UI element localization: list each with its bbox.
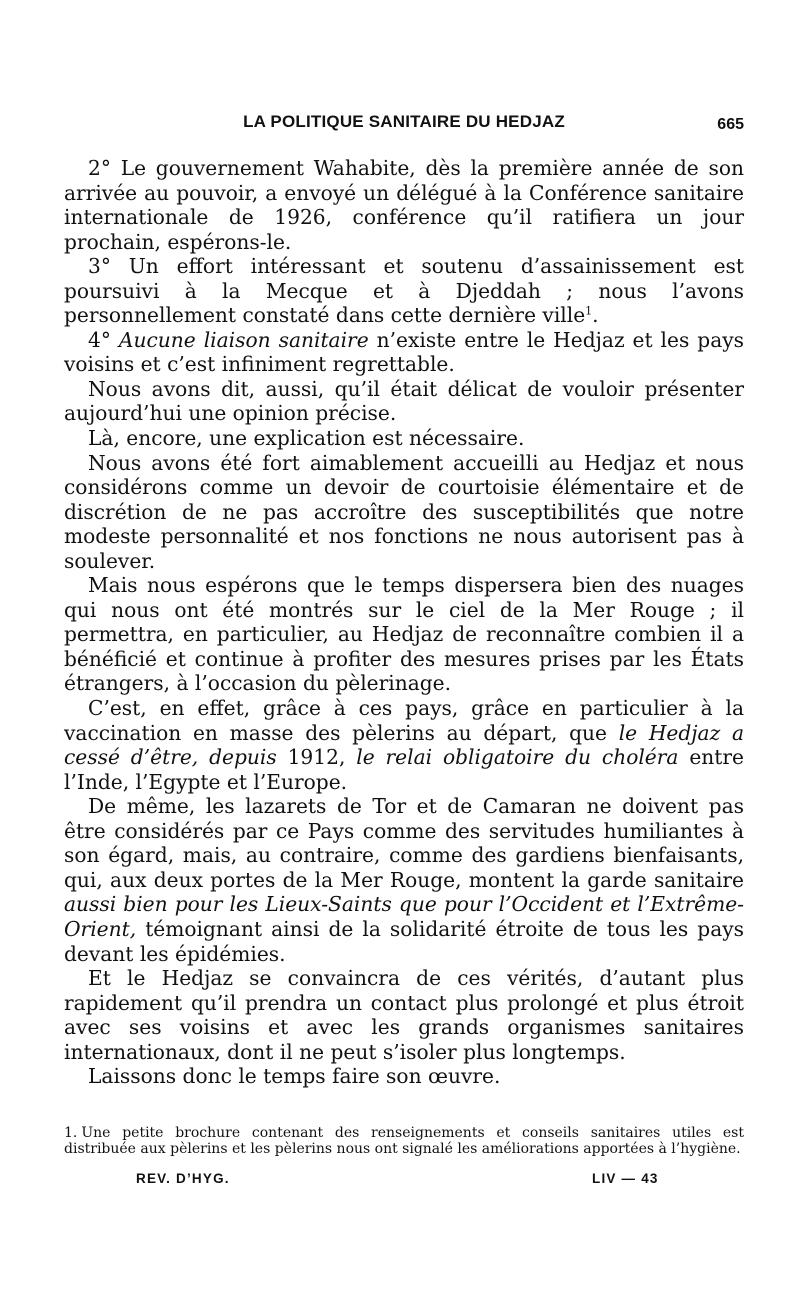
paragraph [64,1064,744,1089]
paragraph-text: Nous avons été fort aimablement accueilli au Hedjaz et nous considérons comme un devoir de courtoisie élémentaire et de discrétion de ne pas accroître des susceptibilités que notre modeste personnalité et nos fonctions ne nous autorisent pas à soulever. [64,450,744,573]
paragraph [64,451,744,574]
book-page [64,108,744,1195]
running-head [64,108,744,142]
paragraph-text: 2° Le gouvernement Wahabite, dès la première année de son arrivée au pouvoir, a envoyé un délégué à la Conférence sanitaire internationale de 1926, conférence qu’il ratifiera un jour prochain, espérons-le. [64,156,744,254]
paragraph [64,156,744,254]
paragraph-text: n’existe entre le Hedjaz et les pays voisins et c’est infiniment regrettable. [64,327,745,377]
paragraph-text: C’est, en effet, grâce à ces pays, grâce en particulier à la vaccination en masse des pèlerins au départ, que [64,696,744,745]
paragraph [64,254,744,328]
italic-phrase: le Hedjaz a cessé d’être, depuis [64,720,744,770]
paragraph-number: 4° [88,327,111,352]
paragraph-text: Laissons donc le temps faire son œuvre. [88,1064,501,1089]
paragraph-text: entre l’Inde, l’Egypte et l’Europe. [64,745,744,794]
paragraph-text: témoignant ainsi de la solidarité étroite de tous les pays devant les épidémies. [64,916,744,966]
paragraph-end: . [592,303,599,328]
footnote-number: 1. [64,1124,78,1141]
year: 1912, [287,745,346,770]
volume-signature: LIV — 43 [592,1170,659,1186]
footnote [64,1125,744,1157]
footnote-text: Une petite brochure contenant des renseignements et conseils sanitaires utiles est distribuée aux pèlerins et les pèlerins nous ont signalé les améliorations apportées à l’hygiène. [64,1124,744,1157]
paragraph [64,328,744,377]
running-title: LA POLITIQUE SANITAIRE DU HEDJAZ [243,112,565,131]
italic-phrase: aussi bien pour les Lieux-Saints que pour l’Occident et l’Extrême-Orient, [64,892,744,941]
body-text [64,156,744,1089]
paragraph-text: Et le Hedjaz se convaincra de ces vérités, d’autant plus rapidement qu’il prendra un contact plus prolongé et plus étroit avec ses voisins et avec les grands organismes sanitaires internationaux, dont il ne peut s’isoler plus longtemps. [64,966,744,1064]
journal-signature: REV. D’HYG. [136,1170,230,1186]
page-number: 665 [717,116,744,133]
italic-phrase: le relai obligatoire du choléra [356,745,679,770]
printer-signature [64,1171,744,1195]
paragraph-text: Mais nous espérons que le temps dispersera bien des nuages qui nous ont été montrés sur le ciel de la Mer Rouge ; il permettra, en particulier, au Hedjaz de reconnaître combien il a bénéficié et continue à profiter des mesures prises par les États étrangers, à l’occasion du pèlerinage. [64,573,744,696]
paragraph [64,573,744,696]
paragraph-text: De même, les lazarets de Tor et de Camaran ne doivent pas être considérés par ce Pays comme des servitudes humiliantes à son égard, mais, au contraire, comme des gardiens bienfaisants, qui, aux deux portes de la Mer Rouge, montent la garde sanitaire [64,794,744,892]
footnote-marker: 1 [585,304,593,318]
paragraph [64,696,744,794]
paragraph-text: 3° Un effort intéressant et soutenu d’assainissement est poursuivi à la Mecque et à Djeddah ; nous l’avons personnellement constaté dans cette dernière ville [64,254,744,328]
paragraph [64,794,744,966]
paragraph-text: Là, encore, une explication est nécessaire. [88,426,525,451]
paragraph [64,426,744,451]
paragraph [64,377,744,426]
paragraph [64,966,744,1064]
italic-phrase: Aucune liaison sanitaire [118,327,369,352]
paragraph-text: Nous avons dit, aussi, qu’il était délicat de vouloir présenter aujourd’hui une opinion précise. [64,376,744,426]
